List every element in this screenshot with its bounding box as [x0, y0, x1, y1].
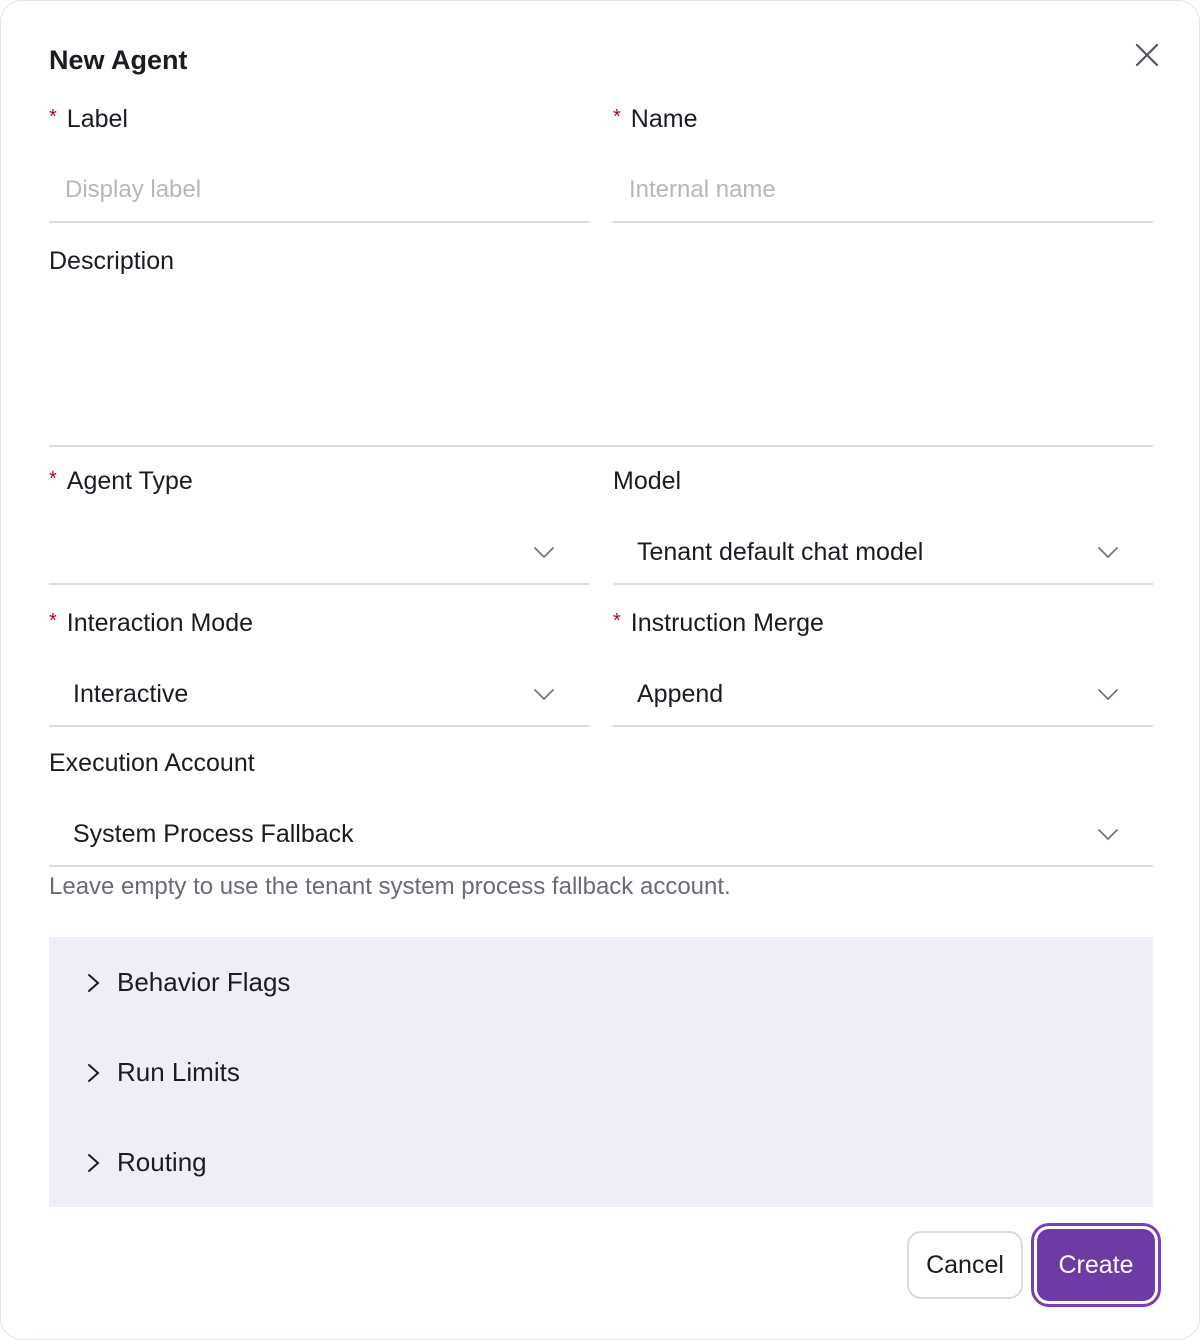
- cancel-button[interactable]: Cancel: [907, 1231, 1023, 1299]
- execution-account-select[interactable]: [49, 803, 1153, 867]
- create-button[interactable]: [1031, 1223, 1161, 1307]
- model-field-label: Model: [613, 467, 682, 495]
- agent-type-select[interactable]: [49, 521, 589, 585]
- required-mark: *: [613, 106, 621, 128]
- chevron-right-icon: [85, 1062, 103, 1084]
- chevron-down-icon: [533, 683, 555, 705]
- label-input[interactable]: [49, 159, 589, 223]
- required-mark: *: [49, 610, 57, 632]
- create-button-label: Create: [1037, 1229, 1155, 1301]
- required-mark: *: [49, 106, 57, 128]
- name-field-label: * Name: [613, 105, 698, 133]
- chevron-right-icon: [85, 972, 103, 994]
- section-label: Behavior Flags: [117, 967, 291, 997]
- execution-account-value: System Process Fallback: [73, 819, 354, 848]
- section-label: Routing: [117, 1147, 207, 1177]
- description-field-label: Description: [49, 247, 175, 275]
- interaction-mode-select[interactable]: [49, 663, 589, 727]
- name-input[interactable]: [613, 159, 1153, 223]
- execution-account-field-label: Execution Account: [49, 749, 255, 777]
- advanced-sections: [49, 937, 1153, 1207]
- section-label: Run Limits: [117, 1057, 240, 1087]
- instruction-merge-field-label: * Instruction Merge: [613, 609, 824, 637]
- required-mark: *: [613, 610, 621, 632]
- section-run-limits[interactable]: [85, 1057, 240, 1088]
- chevron-right-icon: [85, 1152, 103, 1174]
- close-button[interactable]: [1131, 39, 1163, 71]
- dialog-title: New Agent: [49, 45, 188, 75]
- description-textarea[interactable]: [49, 291, 1153, 447]
- instruction-merge-value: Append: [637, 679, 724, 708]
- model-value: Tenant default chat model: [637, 537, 924, 566]
- chevron-down-icon: [1097, 823, 1119, 845]
- interaction-mode-field-label: * Interaction Mode: [49, 609, 254, 637]
- agent-type-field-label: * Agent Type: [49, 467, 193, 495]
- instruction-merge-select[interactable]: [613, 663, 1153, 727]
- section-routing[interactable]: [85, 1147, 207, 1178]
- chevron-down-icon: [533, 541, 555, 563]
- execution-account-helper: Leave empty to use the tenant system process fallback account.: [49, 873, 731, 900]
- model-select[interactable]: [613, 521, 1153, 585]
- close-icon: [1131, 39, 1163, 71]
- chevron-down-icon: [1097, 541, 1119, 563]
- section-behavior-flags[interactable]: [85, 967, 290, 998]
- label-field-label: * Label: [49, 105, 128, 133]
- interaction-mode-value: Interactive: [73, 679, 189, 708]
- required-mark: *: [49, 468, 57, 490]
- chevron-down-icon: [1097, 683, 1119, 705]
